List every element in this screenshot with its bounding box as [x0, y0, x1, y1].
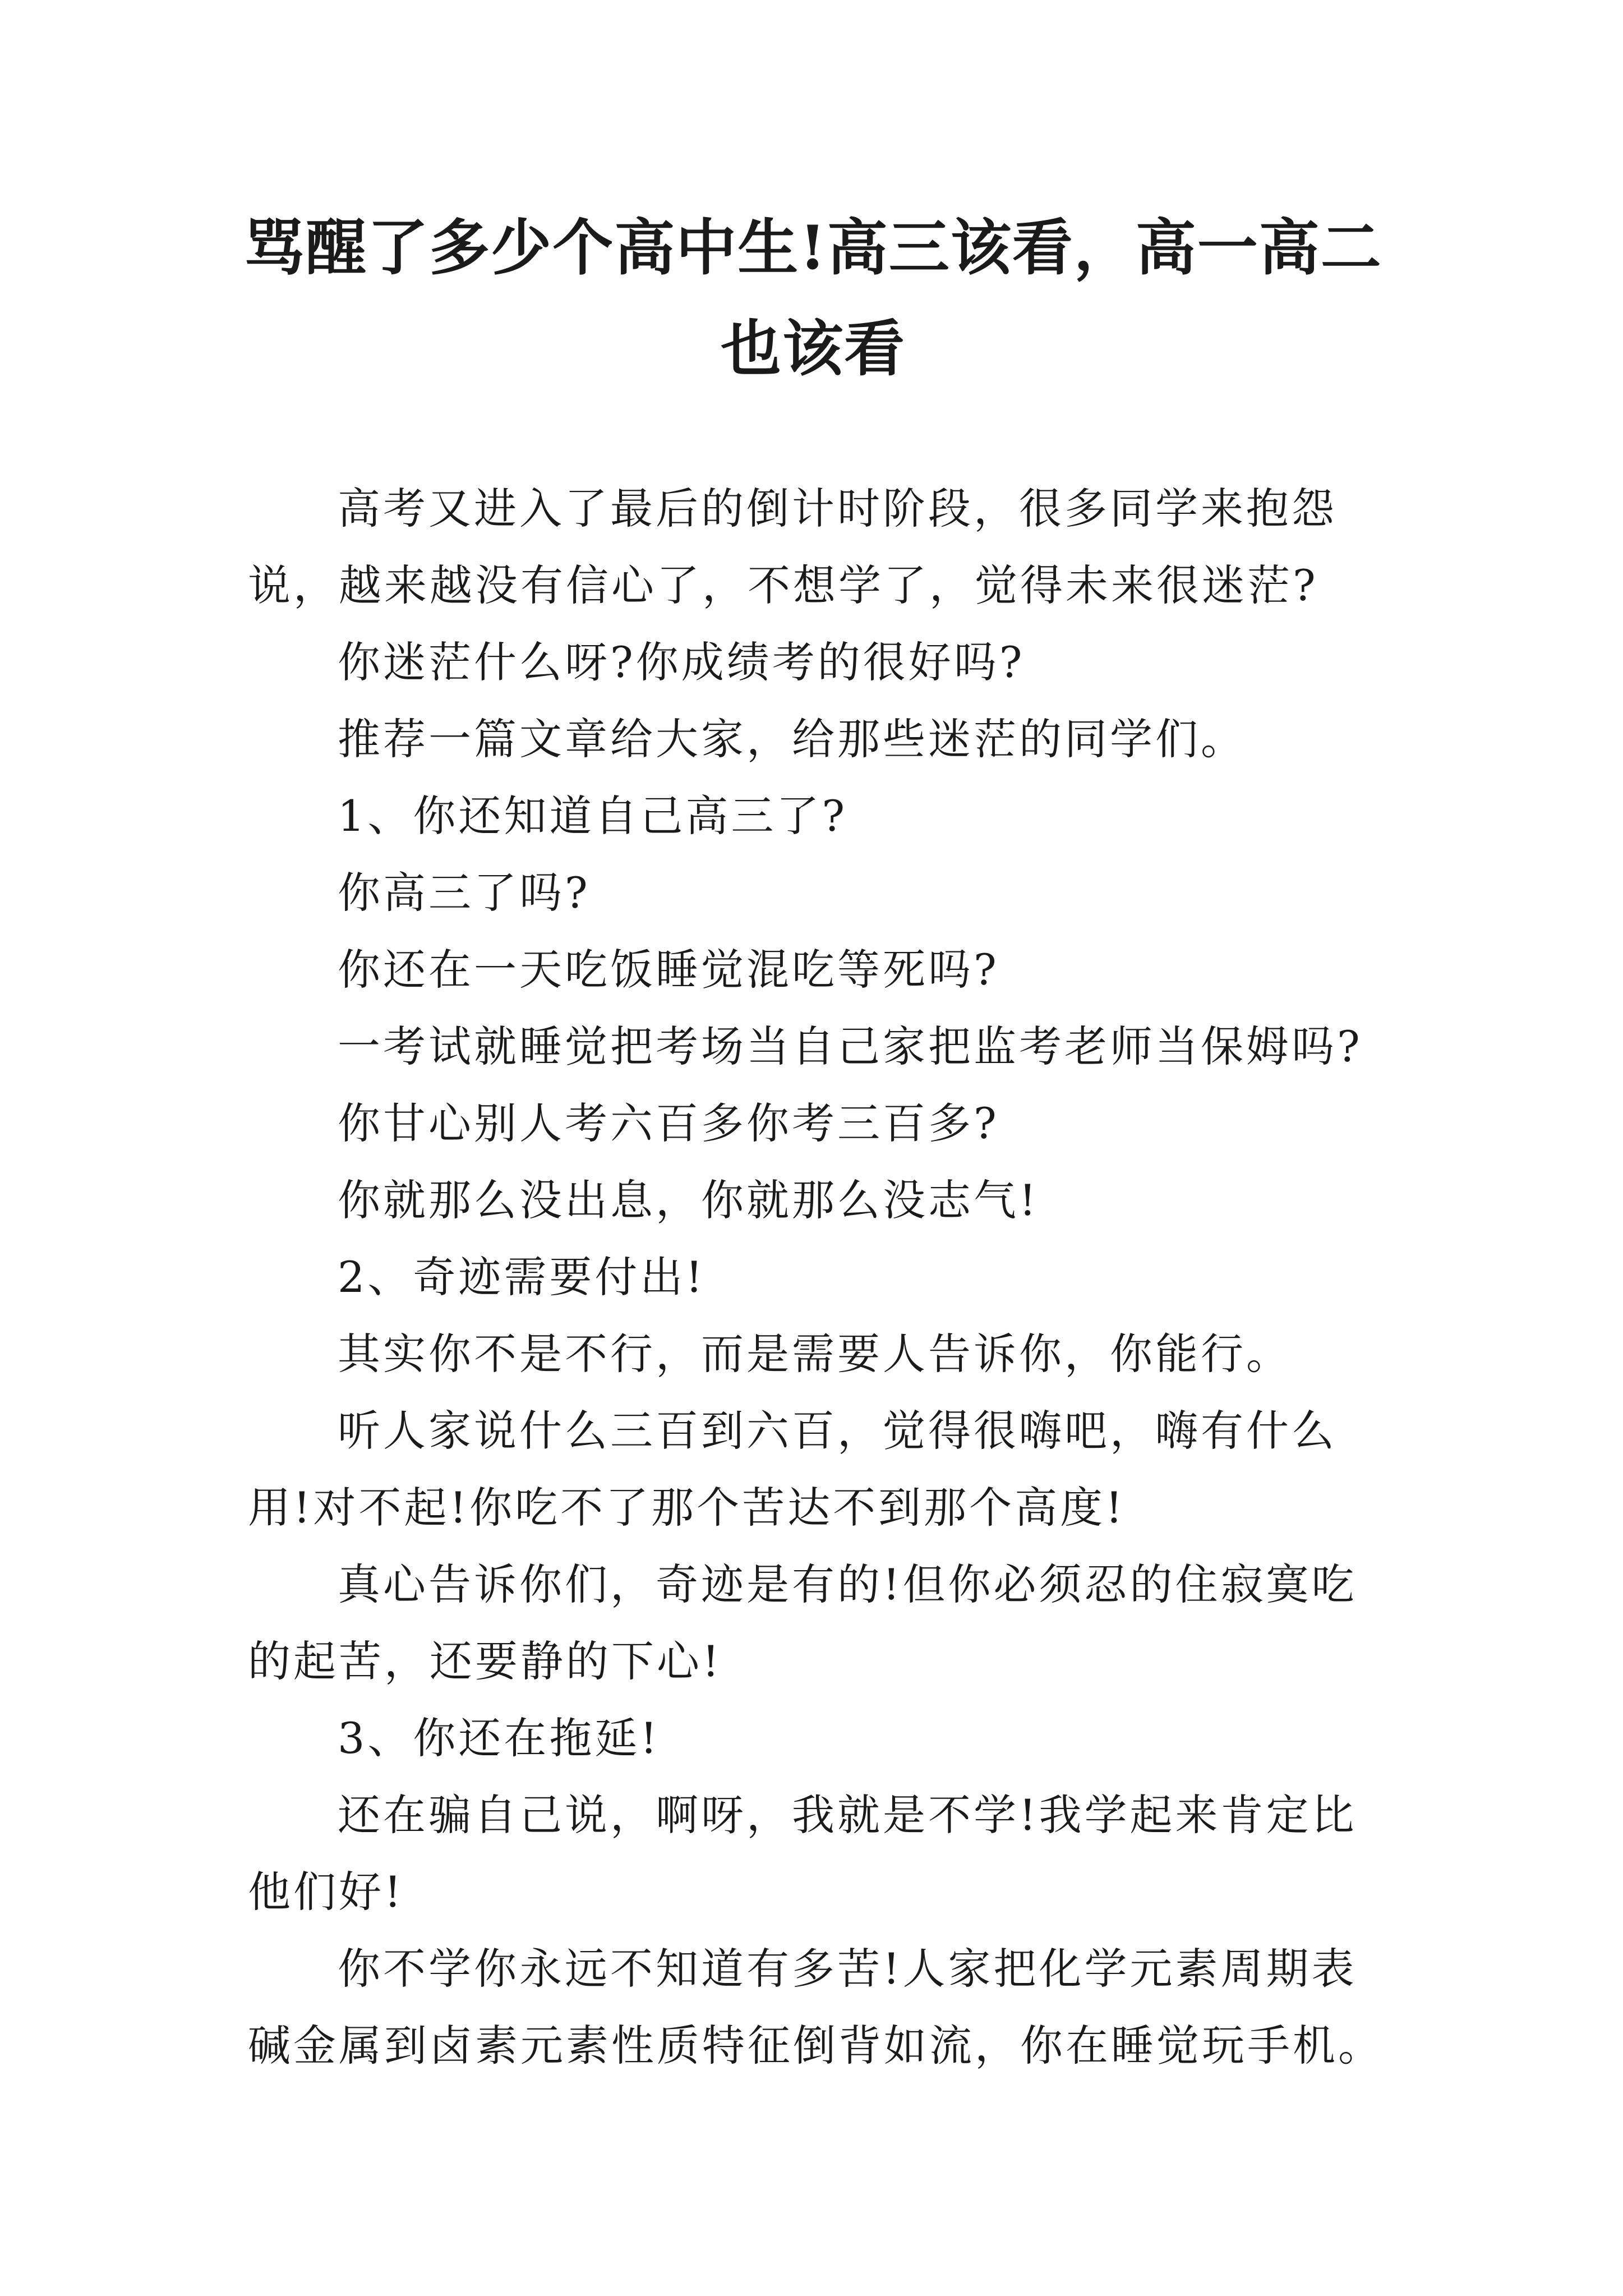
- document-title: [236, 197, 1391, 399]
- title-line-1: 骂醒了多少个高中生!高三该看，高一高二: [244, 213, 1382, 283]
- paragraph: 你还在一天吃饭睡觉混吃等死吗?: [338, 945, 999, 995]
- paragraph: 你甘心别人考六百多你考三百多?: [338, 1098, 999, 1148]
- paragraph: 听人家说什么三百到六百，觉得很嗨吧，嗨有什么用!对不起!你吃不了那个苦达不到那个高度!: [248, 1406, 1337, 1533]
- paragraph: 一考试就睡觉把考场当自己家把监考老师当保姆吗?: [338, 1022, 1363, 1071]
- title-line-2: 也该看: [720, 314, 906, 384]
- paragraph: 你就那么没出息，你就那么没志气!: [338, 1175, 1039, 1225]
- paragraph: 还在骗自己说，啊呀，我就是不学!我学起来肯定比他们好!: [248, 1790, 1357, 1917]
- document-body: [248, 470, 1392, 2084]
- paragraph: 你不学你永远不知道有多苦!人家把化学元素周期表碱金属到卤素元素性质特征倒背如流，你在睡觉玩手机。: [248, 1944, 1384, 2070]
- paragraph: 真心告诉你们，奇迹是有的!但你必须忍的住寂寞吃的起苦，还要静的下心!: [248, 1559, 1357, 1686]
- section-heading: 1、你还知道自己高三了?: [338, 791, 848, 841]
- paragraph: 你高三了吗?: [338, 868, 591, 918]
- section-heading: 2、奇迹需要付出!: [338, 1252, 706, 1302]
- paragraph: 推荐一篇文章给大家，给那些迷茫的同学们。: [338, 714, 1246, 764]
- paragraph: 高考又进入了最后的倒计时阶段，很多同学来抱怨说，越来越没有信心了，不想学了，觉得未来很迷茫?: [248, 484, 1337, 610]
- section-heading: 3、你还在拖延!: [338, 1713, 660, 1763]
- paragraph: 你迷茫什么呀?你成绩考的很好吗?: [338, 637, 1025, 687]
- paragraph: 其实你不是不行，而是需要人告诉你，你能行。: [338, 1329, 1292, 1379]
